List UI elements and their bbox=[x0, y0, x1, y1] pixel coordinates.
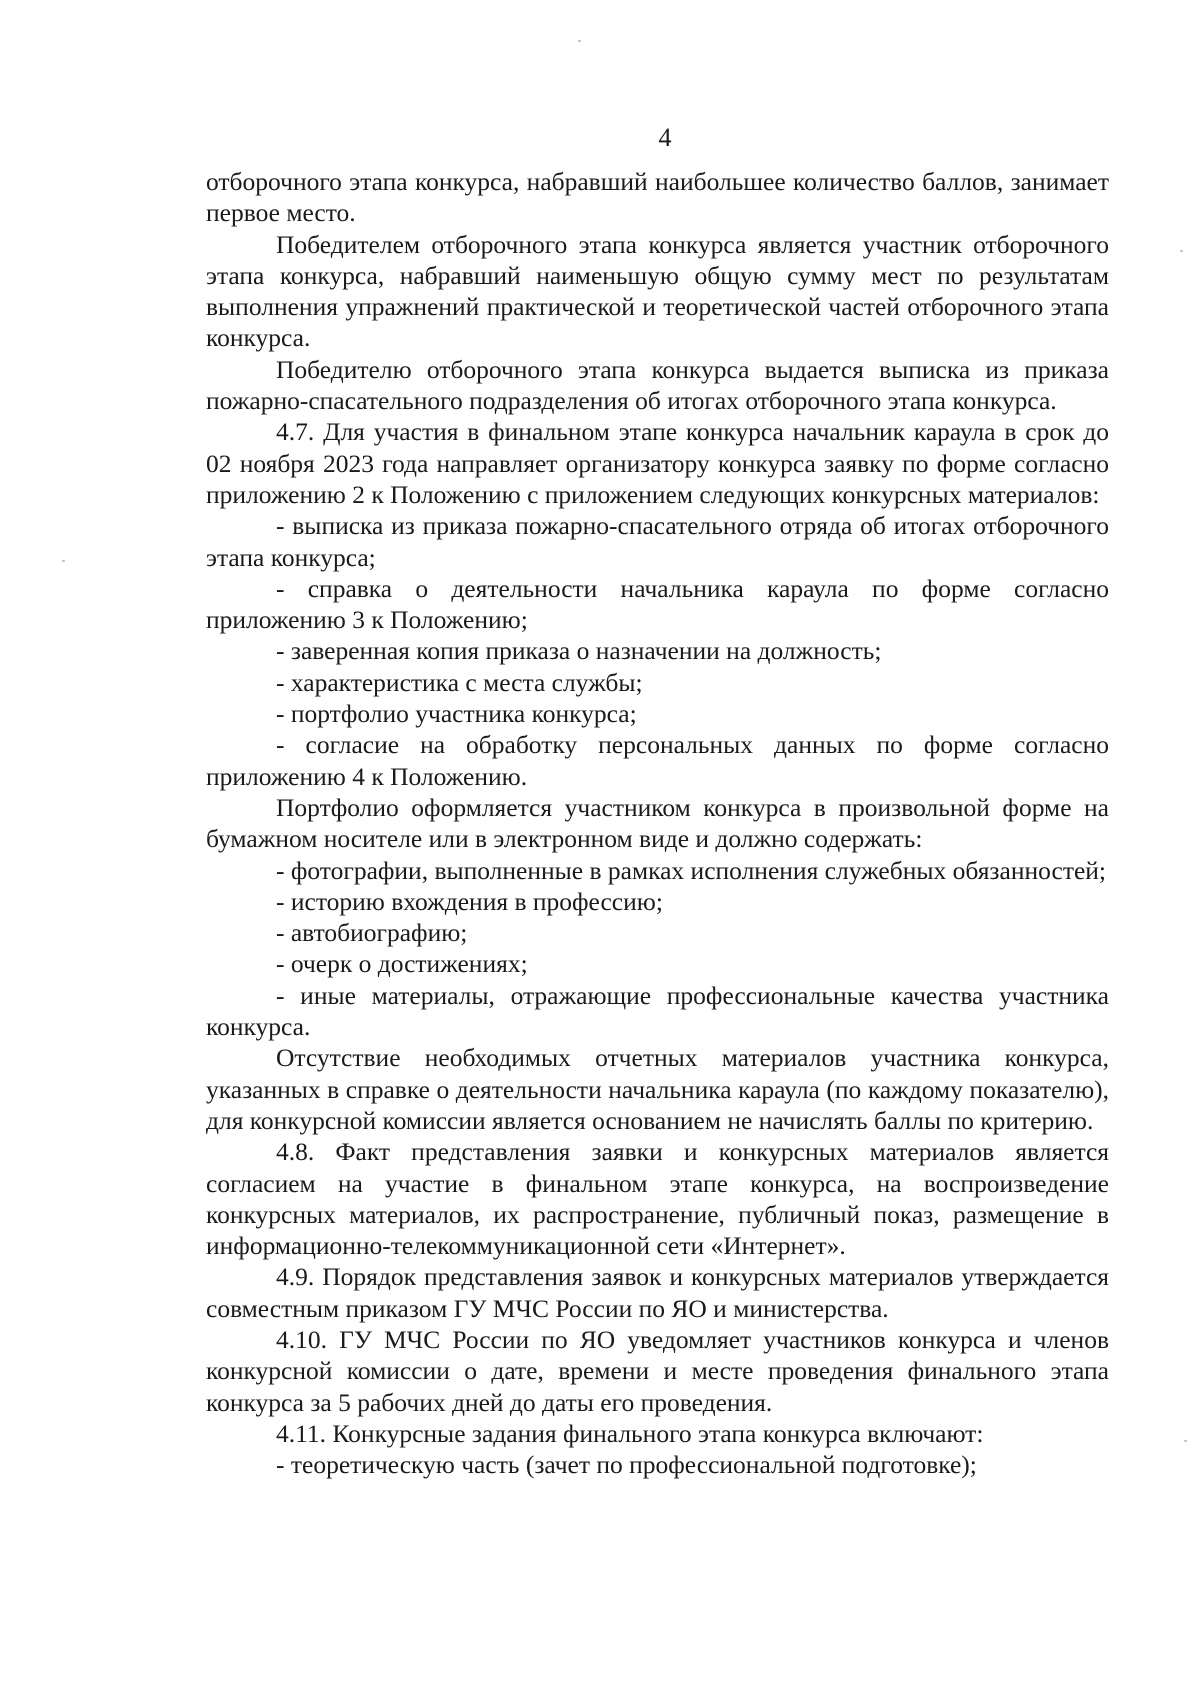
list-item: - очерк о достижениях; bbox=[276, 949, 528, 979]
paragraph: Портфолио оформляется участником конкурса в произвольной форме на бумажном носителе или в электронном виде и должно содержать: bbox=[206, 792, 1109, 854]
document-body bbox=[206, 166, 1109, 1480]
list-item: - характеристика с места службы; bbox=[276, 667, 643, 697]
list-item: - справка о деятельности начальника караула по форме согласно приложению 3 к Положению; bbox=[206, 573, 1109, 635]
list-item: - заверенная копия приказа о назначении на должность; bbox=[276, 636, 882, 666]
list-item: - теоретическую часть (зачет по профессиональной подготовке); bbox=[276, 1450, 977, 1480]
paragraph: 4.11. Конкурсные задания финального этапа конкурса включают: bbox=[276, 1418, 984, 1448]
list-item: - автобиографию; bbox=[276, 918, 468, 948]
scan-speck bbox=[1184, 1440, 1187, 1442]
scan-speck bbox=[1180, 250, 1183, 252]
paragraph: 4.8. Факт представления заявки и конкурсных материалов является согласием на участие в финальном этапе конкурса, на воспроизведение конкурсных материалов, их распространение, публичный показ, размещение в информационно-телекоммуникационной сети «Интернет». bbox=[206, 1137, 1109, 1261]
list-item: - иные материалы, отражающие профессиональные качества участника конкурса. bbox=[206, 980, 1109, 1042]
list-item: - выписка из приказа пожарно-спасательного отряда об итогах отборочного этапа конкурса; bbox=[206, 511, 1109, 572]
list-item: - фотографии, выполненные в рамках исполнения служебных обязанностей; bbox=[276, 855, 1107, 885]
page-number: 4 bbox=[658, 123, 672, 152]
scan-speck bbox=[578, 40, 581, 42]
paragraph: 4.7. Для участия в финальном этапе конкурса начальник караула в срок до 02 ноября 2023 года направляет организатору конкурса заявку по форме согласно приложению 2 к Положению с приложением следующих конкурсных материалов: bbox=[206, 417, 1109, 509]
paragraph: Победителем отборочного этапа конкурса является участник отборочного этапа конкурса, набравший наименьшую общую сумму мест по результатам выполнения упражнений практической и теоретической частей отборочного этапа конкурса. bbox=[206, 229, 1109, 353]
scan-speck bbox=[62, 560, 65, 562]
list-item: - согласие на обработку персональных данных по форме согласно приложению 4 к Положению. bbox=[206, 730, 1109, 791]
paragraph: Победителю отборочного этапа конкурса выдается выписка из приказа пожарно-спасательного подразделения об итогах отборочного этапа конкурса. bbox=[206, 354, 1109, 416]
paragraph: Отсутствие необходимых отчетных материалов участника конкурса, указанных в справке о деятельности начальника караула (по каждому показателю), для конкурсной комиссии является основанием не начислять баллы по критерию. bbox=[206, 1043, 1109, 1135]
list-item: - портфолио участника конкурса; bbox=[276, 699, 637, 729]
paragraph: отборочного этапа конкурса, набравший наибольшее количество баллов, занимает первое место. bbox=[206, 167, 1109, 228]
paragraph: 4.10. ГУ МЧС России по ЯО уведомляет участников конкурса и членов конкурсной комиссии о дате, времени и месте проведения финального этапа конкурса за 5 рабочих дней до даты его проведения. bbox=[206, 1324, 1109, 1417]
list-item: - историю вхождения в профессию; bbox=[276, 886, 663, 916]
paragraph: 4.9. Порядок представления заявок и конкурсных материалов утверждается совместным приказом ГУ МЧС России по ЯО и министерства. bbox=[206, 1262, 1109, 1323]
